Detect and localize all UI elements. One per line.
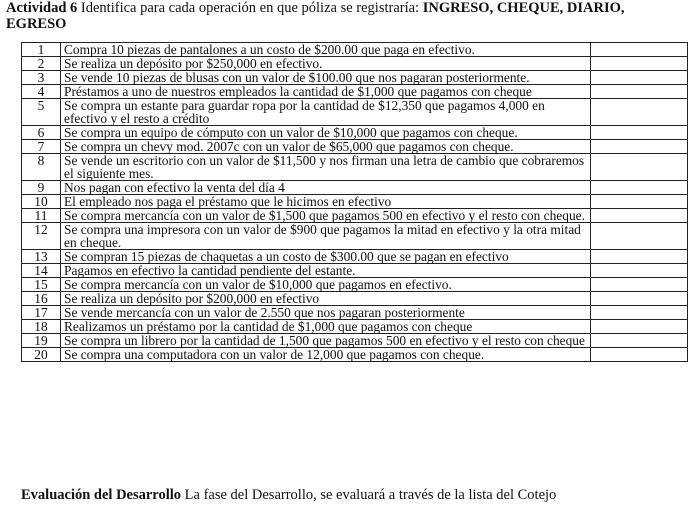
operation-description: Se vende 10 piezas de blusas con un valor de $100.00 que nos pagaran posteriormente. (61, 71, 591, 85)
table-row (22, 250, 688, 264)
table-row (22, 348, 688, 362)
row-number: 8 (22, 154, 61, 181)
activity-instruction: Identifica para cada operación en que póliza se registraría: (80, 0, 420, 16)
policy-answer-cell[interactable] (591, 85, 688, 99)
row-number: 6 (22, 126, 61, 140)
table-row (22, 126, 688, 140)
evaluation-text: La fase del Desarrollo, se evaluará a través de la lista del Cotejo (184, 487, 557, 503)
row-number: 10 (22, 195, 61, 209)
policy-answer-cell[interactable] (591, 250, 688, 264)
table-row (22, 57, 688, 71)
row-number: 3 (22, 71, 61, 85)
row-number: 18 (22, 320, 61, 334)
row-number: 15 (22, 278, 61, 292)
operation-description: Se compra mercancía con un valor de $1,500 que pagamos 500 en efectivo y el resto con cheque. (61, 209, 591, 223)
operation-description: Se compra un librero por la cantidad de 1,500 que pagamos 500 en efectivo y el resto con cheque (61, 334, 591, 348)
table-row (22, 71, 688, 85)
table-row (22, 320, 688, 334)
row-number: 20 (22, 348, 61, 362)
row-number: 14 (22, 264, 61, 278)
policy-answer-cell[interactable] (591, 71, 688, 85)
operation-description: Se compra una computadora con un valor de 12,000 que pagamos con cheque. (61, 348, 591, 362)
table-row (22, 334, 688, 348)
table-row (22, 223, 688, 250)
operation-description: Se compra un equipo de cómputo con un valor de $10,000 que pagamos con cheque. (61, 126, 591, 140)
operation-description: Se compra un estante para guardar ropa por la cantidad de $12,350 que pagamos 4,000 en efectivo y el resto a crédito (61, 99, 591, 126)
operation-description: Se compra un chevy mod. 2007c con un valor de $65,000 que pagamos con cheque. (61, 140, 591, 154)
table-row (22, 306, 688, 320)
operation-description: Se realiza un depósito por $200,000 en efectivo (61, 292, 591, 306)
policy-answer-cell[interactable] (591, 223, 688, 250)
policy-options: INGRESO, CHEQUE, DIARIO, EGRESO (6, 0, 625, 32)
row-number: 19 (22, 334, 61, 348)
table-row (22, 99, 688, 126)
table-row (22, 43, 688, 57)
operation-description: Compra 10 piezas de pantalones a un costo de $200.00 que paga en efectivo. (61, 43, 591, 57)
table-row (22, 292, 688, 306)
policy-answer-cell[interactable] (591, 126, 688, 140)
row-number: 9 (22, 181, 61, 195)
policy-answer-cell[interactable] (591, 181, 688, 195)
policy-answer-cell[interactable] (591, 195, 688, 209)
policy-answer-cell[interactable] (591, 140, 688, 154)
operation-description: Pagamos en efectivo la cantidad pendiente del estante. (61, 264, 591, 278)
policy-answer-cell[interactable] (591, 292, 688, 306)
evaluation-footer (21, 487, 556, 503)
row-number: 7 (22, 140, 61, 154)
row-number: 16 (22, 292, 61, 306)
table-row (22, 181, 688, 195)
operation-description: Se compra una impresora con un valor de $900 que pagamos la mitad en efectivo y la otra mitad en cheque. (61, 223, 591, 250)
table-row (22, 278, 688, 292)
row-number: 5 (22, 99, 61, 126)
table-row (22, 209, 688, 223)
row-number: 13 (22, 250, 61, 264)
operation-description: Se realiza un depósito por $250,000 en efectivo. (61, 57, 591, 71)
policy-answer-cell[interactable] (591, 306, 688, 320)
activity-title (6, 0, 686, 32)
row-number: 2 (22, 57, 61, 71)
policy-answer-cell[interactable] (591, 320, 688, 334)
evaluation-label: Evaluación del Desarrollo (21, 487, 182, 503)
operation-description: Préstamos a uno de nuestros empleados la cantidad de $1,000 que pagamos con cheque (61, 85, 591, 99)
row-number: 4 (22, 85, 61, 99)
row-number: 17 (22, 306, 61, 320)
operation-description: Se compran 15 piezas de chaquetas a un costo de $300.00 que se pagan en efectivo (61, 250, 591, 264)
policy-answer-cell[interactable] (591, 99, 688, 126)
operation-description: Se vende un escritorio con un valor de $11,500 y nos firman una letra de cambio que cobraremos el siguiente mes. (61, 154, 591, 181)
policy-answer-cell[interactable] (591, 348, 688, 362)
operation-description: Se compra mercancía con un valor de $10,000 que pagamos en efectivo. (61, 278, 591, 292)
row-number: 12 (22, 223, 61, 250)
operation-description: Nos pagan con efectivo la venta del día 4 (61, 181, 591, 195)
policy-answer-cell[interactable] (591, 264, 688, 278)
operation-description: El empleado nos paga el préstamo que le hicimos en efectivo (61, 195, 591, 209)
policy-answer-cell[interactable] (591, 278, 688, 292)
operation-description: Realizamos un préstamo por la cantidad de $1,000 que pagamos con cheque (61, 320, 591, 334)
row-number: 1 (22, 43, 61, 57)
table-row (22, 140, 688, 154)
policy-answer-cell[interactable] (591, 334, 688, 348)
policy-answer-cell[interactable] (591, 57, 688, 71)
operation-description: Se vende mercancía con un valor de 2.550 que nos pagaran posteriormente (61, 306, 591, 320)
policy-answer-cell[interactable] (591, 209, 688, 223)
activity-label: Actividad 6 (6, 0, 78, 16)
table-row (22, 195, 688, 209)
row-number: 11 (22, 209, 61, 223)
policy-answer-cell[interactable] (591, 43, 688, 57)
table-row (22, 264, 688, 278)
policy-answer-cell[interactable] (591, 154, 688, 181)
table-row (22, 85, 688, 99)
operations-table (21, 42, 688, 362)
table-row (22, 154, 688, 181)
